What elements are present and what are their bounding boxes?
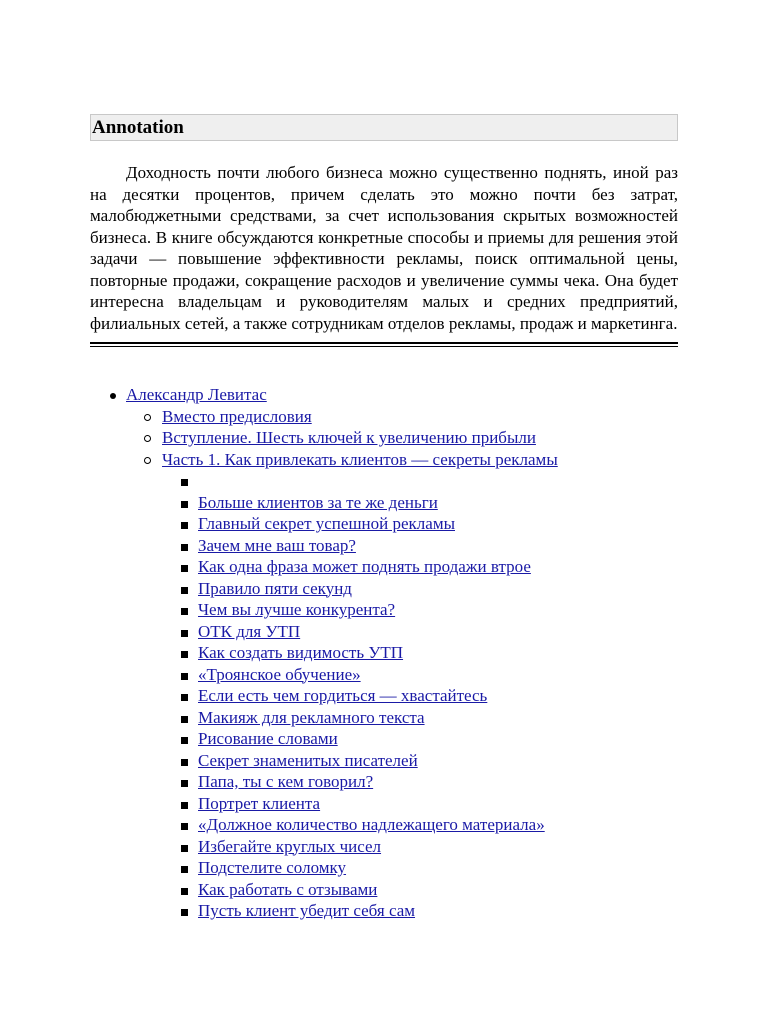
- disc-bullet-icon: [110, 393, 116, 399]
- section-divider: [90, 342, 678, 347]
- toc-subitem: [90, 578, 558, 600]
- toc-subitem-link[interactable]: Больше клиентов за те же деньги: [198, 492, 438, 512]
- square-bullet-icon: [181, 716, 188, 723]
- square-bullet-icon: [181, 565, 188, 572]
- toc-section-item: [90, 406, 558, 428]
- toc-subitem-link[interactable]: Чем вы лучше конкурента?: [198, 600, 396, 619]
- square-bullet-icon: [181, 630, 188, 637]
- toc-section-item: [90, 427, 558, 449]
- toc-subitem: [90, 664, 558, 686]
- square-bullet-icon: [181, 608, 188, 615]
- toc-section-link[interactable]: Часть 1. Как привлекать клиентов — секреты рекламы: [162, 449, 558, 469]
- toc-subitem: [90, 621, 558, 643]
- square-bullet-icon: [181, 845, 188, 852]
- square-bullet-icon: [181, 780, 188, 787]
- toc-subitem: [90, 836, 558, 858]
- toc-subitem: [90, 599, 558, 621]
- toc-subitem-link[interactable]: Пусть клиент убедит себя сам: [198, 901, 416, 920]
- toc-subitem: [90, 642, 558, 664]
- toc-subitem: [90, 707, 558, 729]
- toc-subitem: [90, 900, 558, 922]
- toc-subitem: [90, 814, 558, 836]
- toc-subitem: [90, 728, 558, 750]
- toc-subitem: [90, 492, 558, 514]
- toc-subitem: [90, 793, 558, 815]
- square-bullet-icon: [181, 737, 188, 744]
- toc-subitem: [90, 470, 558, 492]
- circle-bullet-icon: [144, 435, 151, 442]
- square-bullet-icon: [181, 501, 188, 508]
- square-bullet-icon: [181, 694, 188, 701]
- toc-section-link[interactable]: Вступление. Шесть ключей к увеличению прибыли: [162, 428, 536, 447]
- toc-subitem-link[interactable]: Если есть чем гордиться — хвастайтесь: [198, 686, 488, 705]
- square-bullet-icon: [181, 651, 188, 658]
- toc-subitem-link[interactable]: Зачем мне ваш товар?: [198, 535, 356, 555]
- square-bullet-icon: [181, 673, 188, 680]
- toc-subitem: [90, 857, 558, 879]
- toc-subitem-link[interactable]: Правило пяти секунд: [198, 578, 352, 598]
- toc-subitem: [90, 535, 558, 557]
- toc-subitem-link[interactable]: ОТК для УТП: [198, 621, 301, 641]
- toc-subitem-link[interactable]: Избегайте круглых чисел: [198, 836, 382, 856]
- toc-subitem-link[interactable]: Главный секрет успешной рекламы: [198, 514, 455, 533]
- toc-subitem-link[interactable]: Секрет знаменитых писателей: [198, 750, 418, 770]
- toc-subitem: [90, 750, 558, 772]
- square-bullet-icon: [181, 823, 188, 830]
- toc-subitem: [90, 771, 558, 793]
- toc-subitem: [90, 513, 558, 535]
- annotation-heading: Annotation: [90, 114, 678, 141]
- toc-subitem: [90, 685, 558, 707]
- square-bullet-icon: [181, 587, 188, 594]
- toc-author-link[interactable]: Александр Левитас: [126, 385, 267, 404]
- square-bullet-icon: [181, 888, 188, 895]
- table-of-contents: [90, 384, 558, 922]
- toc-subitem: [90, 879, 558, 901]
- toc-subitem-link[interactable]: Рисование словами: [198, 729, 338, 748]
- square-bullet-icon: [181, 866, 188, 873]
- toc-subitem-link[interactable]: «Троянское обучение»: [198, 664, 361, 684]
- circle-bullet-icon: [144, 457, 151, 464]
- square-bullet-icon: [181, 759, 188, 766]
- toc-section-link[interactable]: Вместо предисловия: [162, 406, 312, 426]
- toc-subitem-link[interactable]: Как создать видимость УТП: [198, 643, 404, 662]
- toc-subitem: [90, 556, 558, 578]
- square-bullet-icon: [181, 479, 188, 486]
- circle-bullet-icon: [144, 414, 151, 421]
- toc-subitem-link[interactable]: Как работать с отзывами: [198, 879, 378, 899]
- annotation-text: Доходность почти любого бизнеса можно существенно поднять, иной раз на десятки процентов, причем сделать это можно почти без затрат, малобюджетными средствами, за счет использования скрытых возможностей бизнеса. В книге обсуждаются конкретные способы и приемы для решения этой задачи — повышение эффективности рекламы, поиск оптимальной цены, повторные продажи, сокращение расходов и увеличение суммы чека. Она будет интересна владельцам и руководителям малых и средних предприятий, филиальных сетей, а также сотрудникам отделов рекламы, продаж и маркетинга.: [90, 163, 678, 333]
- square-bullet-icon: [181, 802, 188, 809]
- square-bullet-icon: [181, 544, 188, 551]
- square-bullet-icon: [181, 522, 188, 529]
- toc-subitem-link[interactable]: Папа, ты с кем говорил?: [198, 772, 374, 791]
- toc-subitem-link[interactable]: Портрет клиента: [198, 793, 321, 813]
- square-bullet-icon: [181, 909, 188, 916]
- toc-list: [90, 384, 558, 922]
- toc-subitem-link[interactable]: «Должное количество надлежащего материала»: [198, 815, 545, 834]
- toc-subitem-link[interactable]: Как одна фраза может поднять продажи втрое: [198, 557, 531, 576]
- document-page: [90, 114, 678, 920]
- toc-subitem-link[interactable]: Макияж для рекламного текста: [198, 707, 425, 727]
- toc-section-item: [90, 449, 558, 471]
- toc-subitem-link[interactable]: Подстелите соломку: [198, 858, 347, 877]
- toc-author-item: [90, 384, 558, 406]
